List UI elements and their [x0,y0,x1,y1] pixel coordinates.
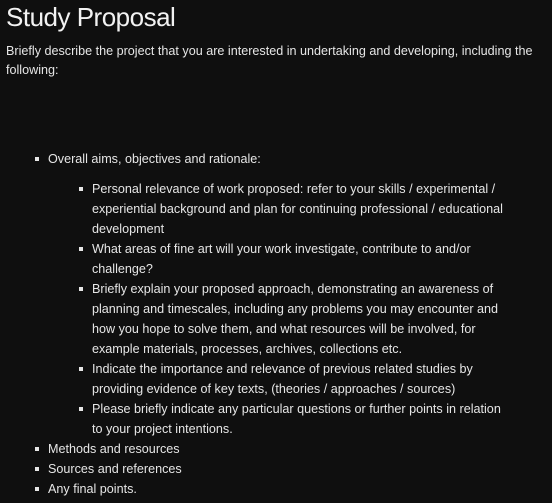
list-item [48,149,552,439]
sub-list-item: Briefly explain your proposed approach, demonstrating an awareness of planning and timescales, including any problems you may encounter and how you hope to solve them, and what resources will be involved, for example materials, processes, archives, collections etc. [92,279,512,359]
requirements-list [0,149,552,499]
sub-list-item: What areas of fine art will your work investigate, contribute to and/or challenge? [92,239,512,279]
list-item-label: Overall aims, objectives and rationale: [48,152,261,166]
sub-list-item: Personal relevance of work proposed: refer to your skills / experimental / experiential background and plan for continuing professional / educational development [92,179,512,239]
list-item: Sources and references [48,459,552,479]
sub-list-item: Please briefly indicate any particular questions or further points in relation to your project intentions. [92,399,512,439]
page-title: Study Proposal [6,2,176,32]
intro-text: Briefly describe the project that you are interested in undertaking and developing, including the following: [6,44,533,77]
list-item: Any final points. [48,479,552,499]
list-item: Methods and resources [48,439,552,459]
sub-list [48,179,512,439]
sub-list-item: Indicate the importance and relevance of previous related studies by providing evidence of key texts, (theories / approaches / sources) [92,359,512,399]
